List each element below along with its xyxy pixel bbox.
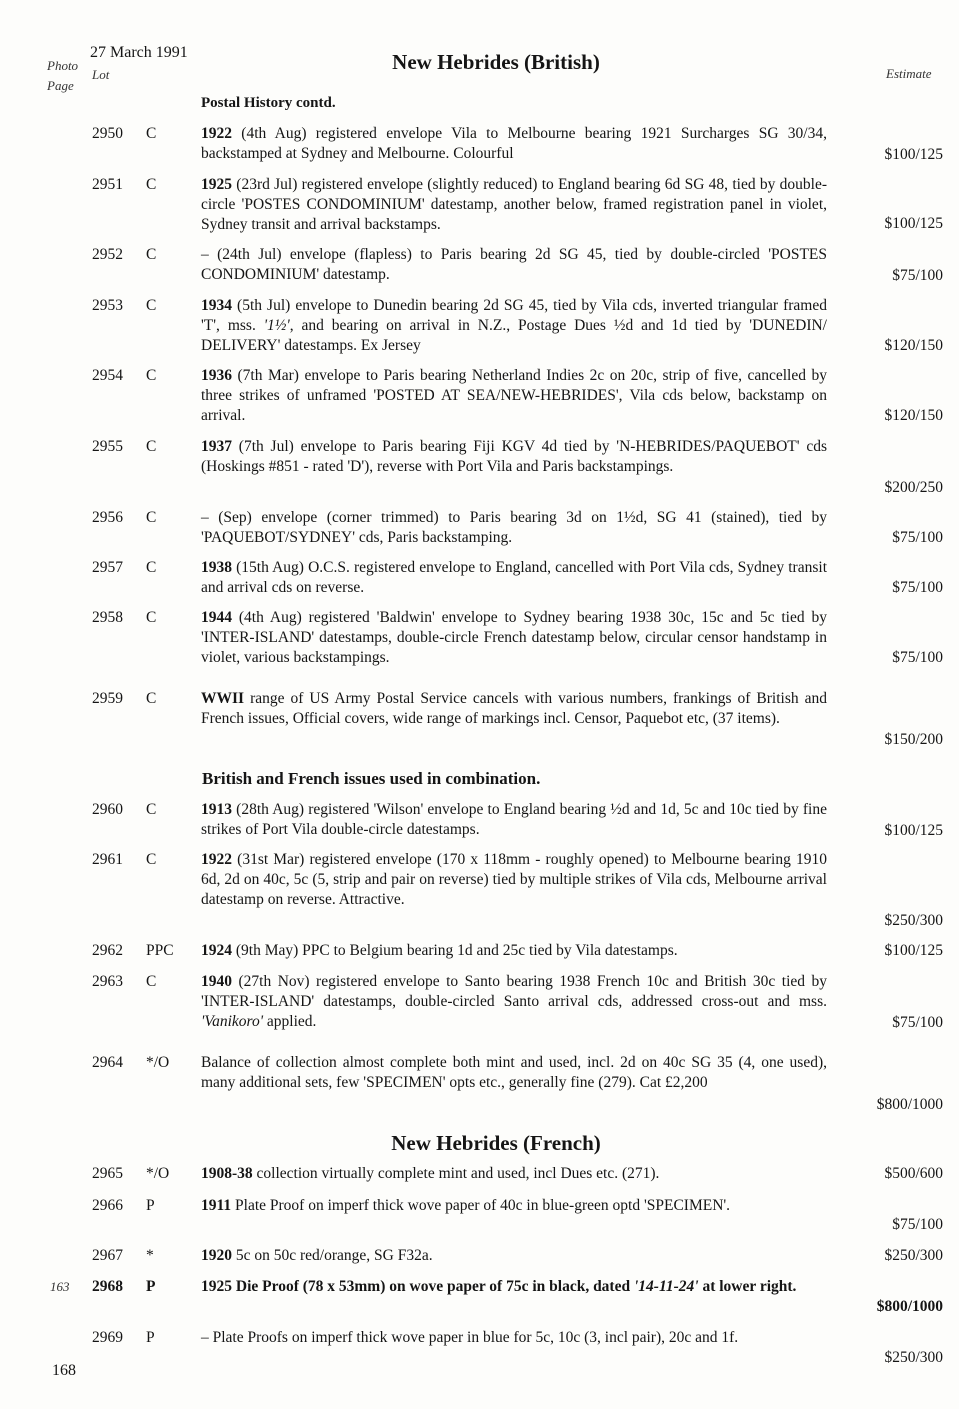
lot-condition: C <box>146 509 157 526</box>
lot-number: 2961 <box>92 851 123 868</box>
lot-condition: */O <box>146 1165 170 1182</box>
lot-description <box>201 124 827 164</box>
lot-condition: C <box>146 851 157 868</box>
lot-text: (7th Jul) envelope to Paris bearing Fiji KGV 4d tied by 'N-HEBRIDES/PAQUEBOT' cds (Hoskings #851 - rated 'D'), reverse with Port Vila and Paris backstampings. <box>201 438 827 475</box>
lot-number: 2969 <box>92 1329 123 1346</box>
lot-year: 1944 <box>201 609 232 626</box>
lot-text: (7th Mar) envelope to Paris bearing Netherland Indies 2c on 20c, strip of five, cancelled by three strikes of unframed 'POSTED AT SEA/NEW-HEBRIDES', Vila cds below, backstamp on arrival. <box>201 367 827 424</box>
lot-text: Balance of collection almost complete both mint and used, incl. 2d on 40c SG 35 (4, one used), many additional sets, few 'SPECIMEN' opts etc., generally fine (279). Cat £2,200 <box>201 1054 827 1091</box>
lot-condition: PPC <box>146 942 174 959</box>
sale-date: 27 March 1991 <box>90 44 188 61</box>
lot-estimate: $800/1000 <box>876 1298 943 1315</box>
lot-number: 2962 <box>92 942 123 959</box>
lot-description <box>201 800 827 840</box>
lot-text: (31st Mar) registered envelope (170 x 118mm - roughly opened) to Melbourne bearing 1910 6d, 2d on 40c, 5c (5, strip and pair on reverse) tied by multiple strikes of Vila cds, Melbourne arrival datestamp on reverse. Attractive. <box>201 851 827 908</box>
lot-year: 1925 <box>201 176 232 193</box>
lot-description <box>201 437 827 477</box>
lot-year: 1920 <box>201 1247 232 1264</box>
lot-estimate: $200/250 <box>884 479 943 496</box>
lot-description <box>201 941 827 961</box>
lot-text: (9th May) PPC to Belgium bearing 1d and 25c tied by Vila datestamps. <box>232 942 678 959</box>
lot-description <box>201 1053 827 1093</box>
lot-estimate: $250/300 <box>884 1247 943 1264</box>
lot-description <box>201 558 827 598</box>
lot-estimate: $75/100 <box>892 1014 943 1031</box>
page-label: Page <box>47 78 74 93</box>
page-number: 168 <box>52 1362 76 1379</box>
lot-text: range of US Army Postal Service cancels with various numbers, frankings of British and French issues, Official covers, wide range of markings incl. Censor, Paquebot etc, (37 items). <box>201 690 827 727</box>
photo-label: Photo <box>47 58 79 73</box>
lot-estimate: $250/300 <box>884 912 943 929</box>
lot-number: 2957 <box>92 559 123 576</box>
lot-year: 1913 <box>201 801 232 818</box>
lot-number: 2960 <box>92 801 123 818</box>
lot-description <box>201 1246 827 1266</box>
lot-condition: C <box>146 801 157 818</box>
lot-number: 2963 <box>92 973 123 990</box>
lot-text-continued: , and bearing on arrival in N.Z., Postage Dues ½d and 1d tied by 'DUNEDIN/ DELIVERY' datestamps. Ex Jersey <box>201 317 827 354</box>
lot-manuscript-note: 'Vanikoro' <box>201 1013 264 1030</box>
lot-condition: C <box>146 125 157 142</box>
page-title: New Hebrides (British) <box>392 50 600 74</box>
lot-text: – (Sep) envelope (corner trimmed) to Paris bearing 3d on 1½d, SG 41 (stained), tied by 'PAQUEBOT/SYDNEY' cds, Paris backstamping. <box>201 509 827 546</box>
lot-condition: P <box>146 1329 155 1346</box>
lot-condition: C <box>146 973 157 990</box>
lot-year: 1908-38 <box>201 1165 253 1182</box>
lot-text: (28th Aug) registered 'Wilson' envelope to England bearing ½d and 1d, 5c and 10c tied by fine strikes of Port Vila double-circle datestamps. <box>201 801 827 838</box>
lot-description <box>201 689 827 729</box>
lot-estimate: $75/100 <box>892 1216 943 1233</box>
lot-text: – (24th Jul) envelope (flapless) to Paris bearing 2d SG 45, tied by double-circled 'POSTES CONDOMINIUM' datestamp. <box>201 246 827 283</box>
lot-estimate: $120/150 <box>884 407 943 424</box>
lot-condition: C <box>146 297 157 314</box>
lot-number: 2953 <box>92 297 123 314</box>
lot-year: 1922 <box>201 851 232 868</box>
lot-condition: C <box>146 176 157 193</box>
lot-year: 1940 <box>201 973 232 990</box>
lot-condition: C <box>146 367 157 384</box>
lot-text-continued: applied. <box>263 1013 317 1030</box>
lot-manuscript-note: '14-11-24' <box>633 1278 699 1295</box>
lot-number: 2965 <box>92 1165 123 1182</box>
lot-description <box>201 850 827 910</box>
lot-year: 1936 <box>201 367 232 384</box>
lot-condition: C <box>146 609 157 626</box>
lot-text: – Plate Proofs on imperf thick wove paper in blue for 5c, 10c (3, incl pair), 20c and 1f. <box>201 1329 739 1346</box>
lot-text: 5c on 50c red/orange, SG F32a. <box>232 1247 433 1264</box>
lot-condition: */O <box>146 1054 170 1071</box>
lot-estimate: $500/600 <box>884 1165 943 1182</box>
lot-description <box>201 1328 827 1348</box>
lot-description <box>201 296 827 356</box>
lot-condition: P <box>146 1197 155 1214</box>
lot-year: 1924 <box>201 942 232 959</box>
lot-text: (5th Jul) envelope to Dunedin bearing 2d SG 45, tied by Vila cds, inverted triangular framed 'T', mss. <box>201 297 827 334</box>
lot-estimate: $250/300 <box>884 1349 943 1366</box>
lot-condition: * <box>146 1247 154 1264</box>
lot-estimate: $75/100 <box>892 579 943 596</box>
lot-text: (27th Nov) registered envelope to Santo bearing 1938 French 10c and British 30c tied by 'INTER-ISLAND' datestamps, double-circled Santo arrival cds, addressed cross-out and mss. <box>201 973 827 1010</box>
section-postal-history: Postal History contd. <box>201 95 336 111</box>
lot-estimate: $100/125 <box>884 215 943 232</box>
lot-year: 1911 <box>201 1197 232 1214</box>
lot-number: 2966 <box>92 1197 123 1214</box>
lot-number: 2956 <box>92 509 123 526</box>
lot-year: 1922 <box>201 125 232 142</box>
lot-estimate: $100/125 <box>884 942 943 959</box>
lot-year: 1937 <box>201 438 232 455</box>
lot-condition: P <box>146 1278 156 1295</box>
lot-description <box>201 1196 827 1216</box>
lot-year: 1934 <box>201 297 232 314</box>
lot-number: 2964 <box>92 1054 123 1071</box>
lot-condition: C <box>146 246 157 263</box>
lot-year: WWII <box>201 690 245 707</box>
lot-estimate: $100/125 <box>884 146 943 163</box>
lot-condition: C <box>146 690 157 707</box>
lot-number: 2954 <box>92 367 123 384</box>
lot-manuscript-note: '1½' <box>263 317 290 334</box>
estimate-label: Estimate <box>886 66 932 81</box>
lot-estimate: $120/150 <box>884 337 943 354</box>
lot-text: (4th Aug) registered envelope Vila to Melbourne bearing 1921 Surcharges SG 30/34, backstamped at Sydney and Melbourne. Colourful <box>201 125 827 162</box>
lot-number: 2959 <box>92 690 123 707</box>
lot-label: Lot <box>92 67 110 82</box>
lot-description <box>201 1277 827 1297</box>
lot-number: 2967 <box>92 1247 123 1264</box>
lot-description <box>201 508 827 548</box>
lot-condition: C <box>146 559 157 576</box>
section-combination: British and French issues used in combination. <box>202 769 541 788</box>
lot-text-continued: at lower right. <box>698 1278 797 1295</box>
lot-estimate: $800/1000 <box>876 1096 943 1113</box>
lot-number: 2950 <box>92 125 123 142</box>
section-french: New Hebrides (French) <box>391 1131 601 1155</box>
lot-text: collection virtually complete mint and used, incl Dues etc. (271). <box>252 1165 660 1182</box>
lot-number: 2955 <box>92 438 123 455</box>
lot-year: 1938 <box>201 559 232 576</box>
lot-text: (4th Aug) registered 'Baldwin' envelope to Sydney bearing 1938 30c, 15c and 5c tied by 'INTER-ISLAND' datestamps, double-circle French datestamp below, circular censor handstamp in violet, various backstampings. <box>201 609 827 666</box>
lot-estimate: $75/100 <box>892 649 943 666</box>
lot-description <box>201 608 827 668</box>
lot-description <box>201 245 827 285</box>
lot-number: 2951 <box>92 176 123 193</box>
lot-description <box>201 1164 827 1184</box>
lot-year: 1925 Die Proof (78 x 53mm) on wove paper of 75c in black, dated <box>201 1278 634 1295</box>
lot-estimate: $150/200 <box>884 731 943 748</box>
photo-page-ref: 163 <box>50 1279 70 1294</box>
lot-text: Plate Proof on imperf thick wove paper of 40c in blue-green optd 'SPECIMEN'. <box>231 1197 731 1214</box>
lot-estimate: $75/100 <box>892 267 943 284</box>
lot-description <box>201 972 827 1032</box>
lot-number: 2952 <box>92 246 123 263</box>
lot-text: (23rd Jul) registered envelope (slightly reduced) to England bearing 6d SG 48, tied by double-circle 'POSTES CONDOMINIUM' datestamp, another below, framed registration panel in violet, Sydney transit and arrival backstamps. <box>201 176 827 233</box>
lot-text: (15th Aug) O.C.S. registered envelope to England, cancelled with Port Vila cds, Sydney transit and arrival cds on reverse. <box>201 559 827 596</box>
lot-description <box>201 366 827 426</box>
lot-condition: C <box>146 438 157 455</box>
lot-description <box>201 175 827 235</box>
lot-number: 2958 <box>92 609 123 626</box>
lot-number: 2968 <box>92 1278 123 1295</box>
lot-estimate: $75/100 <box>892 529 943 546</box>
lot-estimate: $100/125 <box>884 822 943 839</box>
